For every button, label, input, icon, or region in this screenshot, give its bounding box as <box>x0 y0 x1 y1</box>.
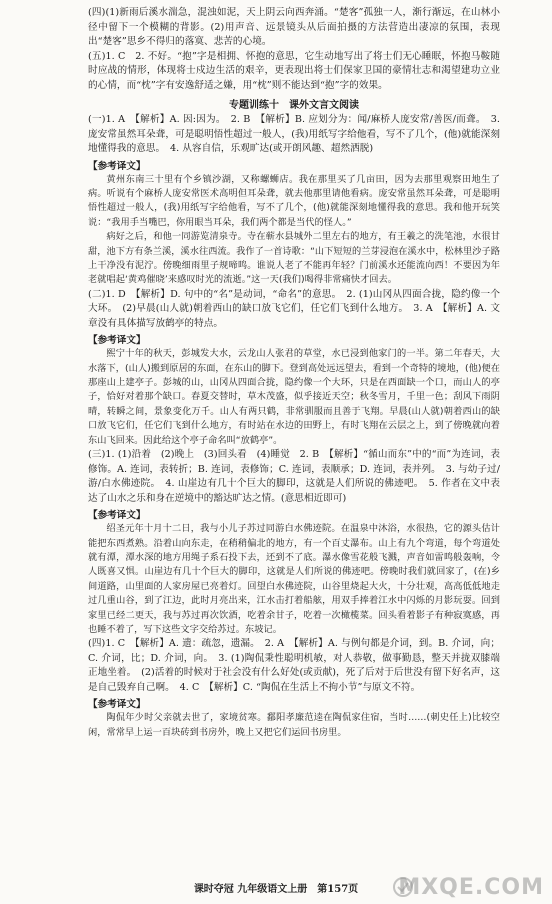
answer-s4: (四)1. C 【解析】A. 遗：疏忽，遗漏。 2. A 【解析】A. 与例句都是介词，到。B. 介词，向；C. 介词，比；D. 介词，向。 3. (1)陶侃秉性聪明机敏，对人恭敬，做事勤恳，整天并拢双膝端正地坐着。 (2)活着的时候对于社会没有什么好处(或贡献)，死了后对于后世没有留下好名声，这是自己毁弃自己啊。 4. C 【解析】C. “陶侃在生活上不拘小节”与原文不符。 <box>88 638 500 693</box>
translation-paragraph: 绍圣元年十月十二日，我与小儿子苏过同游白水佛迹院。在温泉中沐浴，水很热，它的源头估计能把东西煮熟。沿着山向东走，在稍稍偏北的地方，有一个百丈瀑布。山上有九个弯道，每个弯道处就有潭，潭水深的地方用绳子系石投下去，还到不了底。瀑水像雪花般飞溅，声音如雷鸣般轰响，令人既喜又惧。山崖边有几十个巨大的脚印，这就是人们所说的佛迹吧。傍晚时我们就回家了，(在)乡间道路，山里面的人家房屋已亮着灯。回望白水佛迹院，山谷里烧起大火，十分壮观，高高低低地走过几重山谷，到了江边，此时月亮出来，江水击打着船舷，用双手捧着江水中闪烁的月影玩耍。回到家里已经二更天，我与苏过再次饮酒，吃着余甘子，吃着一次橄榄菜。回头看着影子有种寂寞感，再也睡不着了，写下这些文字交给苏过。东坡记。 <box>88 523 500 635</box>
page-column <box>88 6 500 740</box>
reference-translation-heading: 【参考译文】 <box>88 510 146 522</box>
translation-paragraph: 熙宁十年的秋天，彭城发大水，云龙山人张君的草堂，水已浸到他家门的一半。第二年春天，大水落下，(山人)搬到原居的东面，在东山的脚下。登到高处远远望去，看到一个奇特的境地，(他)便在那座山上建亭子。彭城的山，山冈从四面合拢，隐约像一个大环，只是在西面缺一个口，而山人的亭子，恰好对着那个缺口。春夏交替时，草木茂盛，似乎接近天空；秋冬雪月，千里一色；刮风下雨阴晴，转瞬之间，景象变化万千。山人有两只鹤，非常驯服而且善于飞翔。早晨(山人就)朝着西山的缺口放飞它们，任它们飞到什么地方，有时站在水边的田野上，有时飞翔在云层之上，到了傍晚就向着东山飞回来。因此给这个亭子命名叫“放鹤亭”。 <box>88 348 500 446</box>
translation-paragraph: 病好之后，和他一同游览清泉寺。寺在蕲水县城外二里左右的地方，有王羲之的洗笔池，水很甘甜，池下方有条兰溪，溪水往西流。我作了一首诗歌：“山下短短的兰芽浸泡在溪水中，松林里沙子路上干净没有泥泞。傍晚细雨里子规啼鸣。谁说人老了不能再年轻？门前溪水还能流向西！不要因为年老就唱起‘黄鸡催晓’来感叹时光的流逝。”这一天(我们)喝得非常痛快才回去。 <box>88 231 500 286</box>
translation-paragraph: 陶侃年少时父亲就去世了，家境贫寒。鄱阳孝廉范逵在陶侃家住宿，当时……(刺史任上)比较空闲，常常早上运一百块砖到书房外，晚上又把它们运回书房里。 <box>88 712 500 738</box>
translation-paragraph: 黄州东南三十里有个乡镇沙湖，又称螺蛳店。我在那里买了几亩田，因为去那里观察田地生了病。听说有个麻桥人庞安常医术高明但耳朵聋，就去他那里请他看病。庞安常虽然耳朵聋，可是聪明悟性超过一般人，(我)用纸写字给他看，写不了几个，(他)就能深刻地懂得我的意思。我和他开玩笑说：“我用手当嘴巴，你用眼当耳朵，我们两个都是当代的怪人。” <box>88 173 500 228</box>
reference-translation-heading: 【参考译文】 <box>88 699 146 711</box>
page-footer: 课时夺冠 九年级语文上册 第157页 <box>193 884 359 895</box>
answer-s2: (二)1. D 【解析】D. 句中的“名”是动词，“命名”的意思。 2. (1)山冈从四面合拢，隐约像一个大环。 (2)早晨(山人就)朝着西山的缺口放飞它们，任它们飞到什么地方。 3. A 【解析】A. 文章没有具体描写放鹤亭的特点。 <box>88 288 500 329</box>
section-title: 专题训练十 课外文言文阅读 <box>229 100 359 111</box>
answer-s1: (一)1. A 【解析】A. 因:因为。 2. B 【解析】B. 应划分为：闻/麻桥人庞安常/善医/而聋。 3. 庞安常虽然耳朵聋，可是聪明悟性超过一般人，(我)用纸写字给他看，写不了几个，(他)就能深刻地懂得我的意思。 4. 从容自信，乐观旷达(或开朗风趣、超然洒脱) <box>88 114 500 154</box>
answer-part-5: (五)1. C 2. 不好。“抱”字是相拥、怀抱的意思，它生动地写出了将士们无心睡眠，怀抱马鞍随时应战的情形，体现将士戍边生活的艰辛，更表现出将士们保家卫国的豪情壮志和渴望建功立业的心情，而“枕”字有安逸舒适之嫌，用“枕”则不能达到“抱”字的效果。 <box>88 50 500 91</box>
reference-translation-heading: 【参考译文】 <box>88 160 146 172</box>
reference-translation-heading: 【参考译文】 <box>88 335 146 347</box>
answer-s3: (三)1. (1)沿着 (2)晚上 (3)回头看 (4)睡觉 2. B 【解析】“循山而东”中的“而”为连词，表修饰。A. 连词，表转折；B. 连词，表修饰；C. 连词，表顺承；D. 连词，表并列。 3. 与幼子过/游/白水佛迹院。 4. 山崖边有几十个巨大的脚印，这就是人们所说的佛迹吧。 5. 作者在文中表达了山水之乐和身在逆境中的豁达旷达之情。(意思相近即可) <box>88 449 500 504</box>
answer-part-4: (四)(1)新雨后溪水湍急，混浊如泥，天上阴云向西奔涌。“楚客”孤独一人，渐行渐远，在山林小径中留下一个模糊的背影。(2)用声音、远景镜头从后面拍摄的方法营造出凄凉的氛围，表现出“楚客”思乡不得归的落寞、悲苦的心境。 <box>88 7 500 47</box>
watermark: MXQE.COM <box>398 875 544 900</box>
